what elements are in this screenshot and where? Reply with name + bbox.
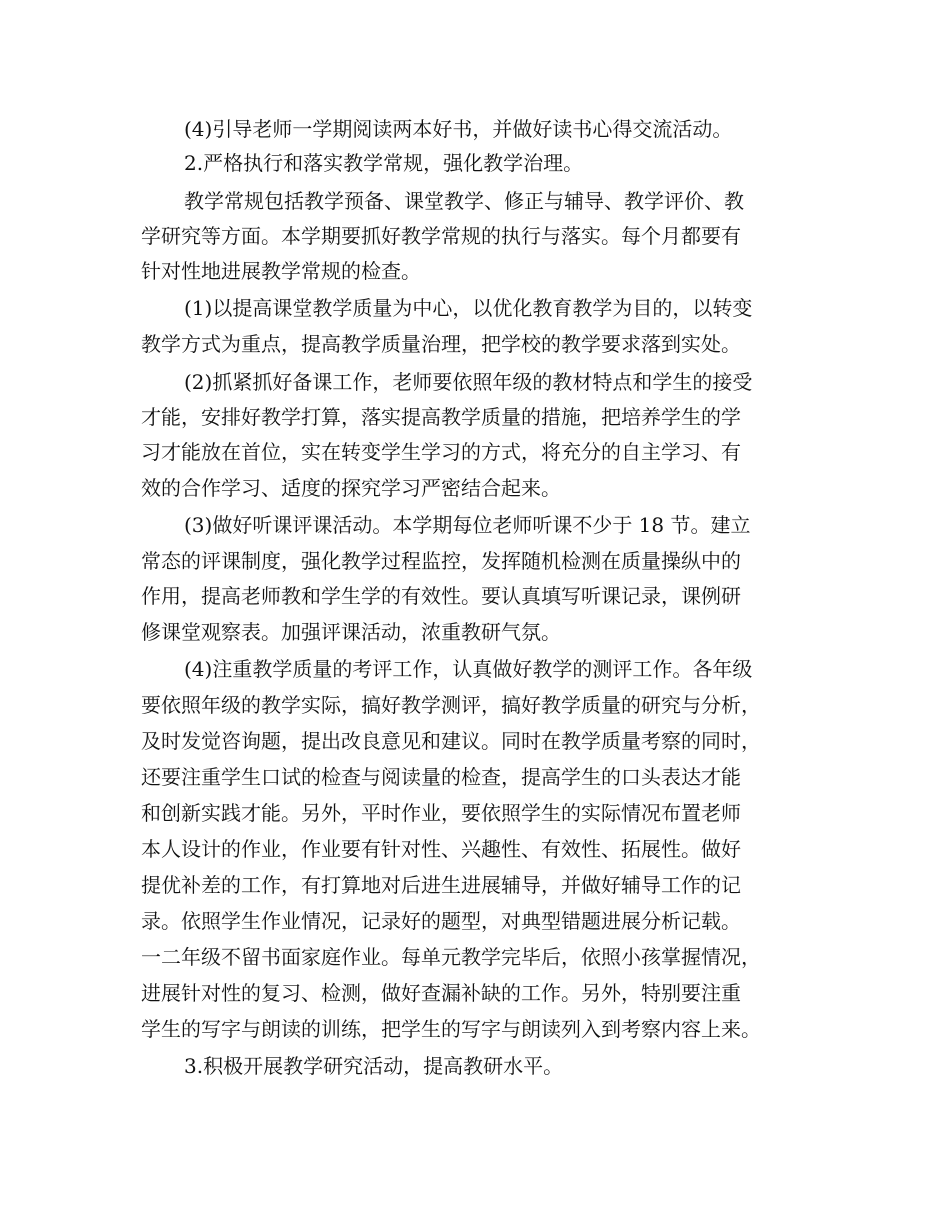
text-line: 作用，提高老师教和学生学的有效性。要认真填写听课记录，课例研 [141, 584, 741, 608]
text-line: 习才能放在首位，实在转变学生学习的方式，将充分的自主学习、有 [141, 440, 741, 464]
text-line: 本人设计的作业，作业要有针对性、兴趣性、有效性、拓展性。做好 [141, 837, 741, 861]
text-line: (2)抓紧抓好备课工作，老师要依照年级的教材特点和学生的接受 [184, 370, 753, 394]
text-line: 效的合作学习、适度的探究学习严密结合起来。 [141, 476, 561, 500]
text-line: 修课堂观察表。加强评课活动，浓重教研气氛。 [141, 620, 561, 644]
text-line: 针对性地进展教学常规的检查。 [141, 259, 421, 283]
text-line: (1)以提高课堂教学质量为中心，以优化教育教学为目的，以转变 [184, 296, 753, 320]
text-line: 一二年级不留书面家庭作业。每单元教学完毕后，依照小孩掌握情况， [141, 945, 761, 969]
text-line: 学生的写字与朗读的训练，把学生的写字与朗读列入到考察内容上来。 [141, 1017, 761, 1041]
text-line: 常态的评课制度，强化教学过程监控，发挥随机检测在质量操纵中的 [141, 549, 741, 573]
text-line: 教学方式为重点，提高教学质量治理，把学校的教学要求落到实处。 [141, 332, 741, 356]
text-line: 才能，安排好教学打算，落实提高教学质量的措施，把培养学生的学 [141, 405, 741, 429]
text-line: 录。依照学生作业情况，记录好的题型，对典型错题进展分析记载。 [141, 909, 741, 933]
text-line: 和创新实践才能。另外，平时作业，要依照学生的实际情况布置老师 [141, 801, 741, 825]
text-line: 还要注重学生口试的检查与阅读量的检查，提高学生的口头表达才能 [141, 765, 741, 789]
text-line: 进展针对性的复习、检测，做好查漏补缺的工作。另外，特别要注重 [141, 981, 741, 1005]
text-line: 学研究等方面。本学期要抓好教学常规的执行与落实。每个月都要有 [141, 224, 741, 248]
section-heading: 2.严格执行和落实教学常规，强化教学治理。 [184, 151, 584, 175]
text-line: (4)注重教学质量的考评工作，认真做好教学的测评工作。各年级 [184, 657, 753, 681]
section-heading: 3.积极开展教学研究活动，提高教研水平。 [184, 1054, 564, 1078]
text-line: 教学常规包括教学预备、课堂教学、修正与辅导、教学评价、教 [184, 189, 744, 213]
text-line: 及时发觉咨询题，提出改良意见和建议。同时在教学质量考察的同时， [141, 729, 761, 753]
text-line: 要依照年级的教学实际，搞好教学测评，搞好教学质量的研究与分析， [141, 693, 761, 717]
text-line: 提优补差的工作，有打算地对后进生进展辅导，并做好辅导工作的记 [141, 873, 741, 897]
text-line: (4)引导老师一学期阅读两本好书，并做好读书心得交流活动。 [184, 117, 733, 141]
text-line: (3)做好听课评课活动。本学期每位老师听课不少于 18 节。建立 [184, 513, 751, 537]
